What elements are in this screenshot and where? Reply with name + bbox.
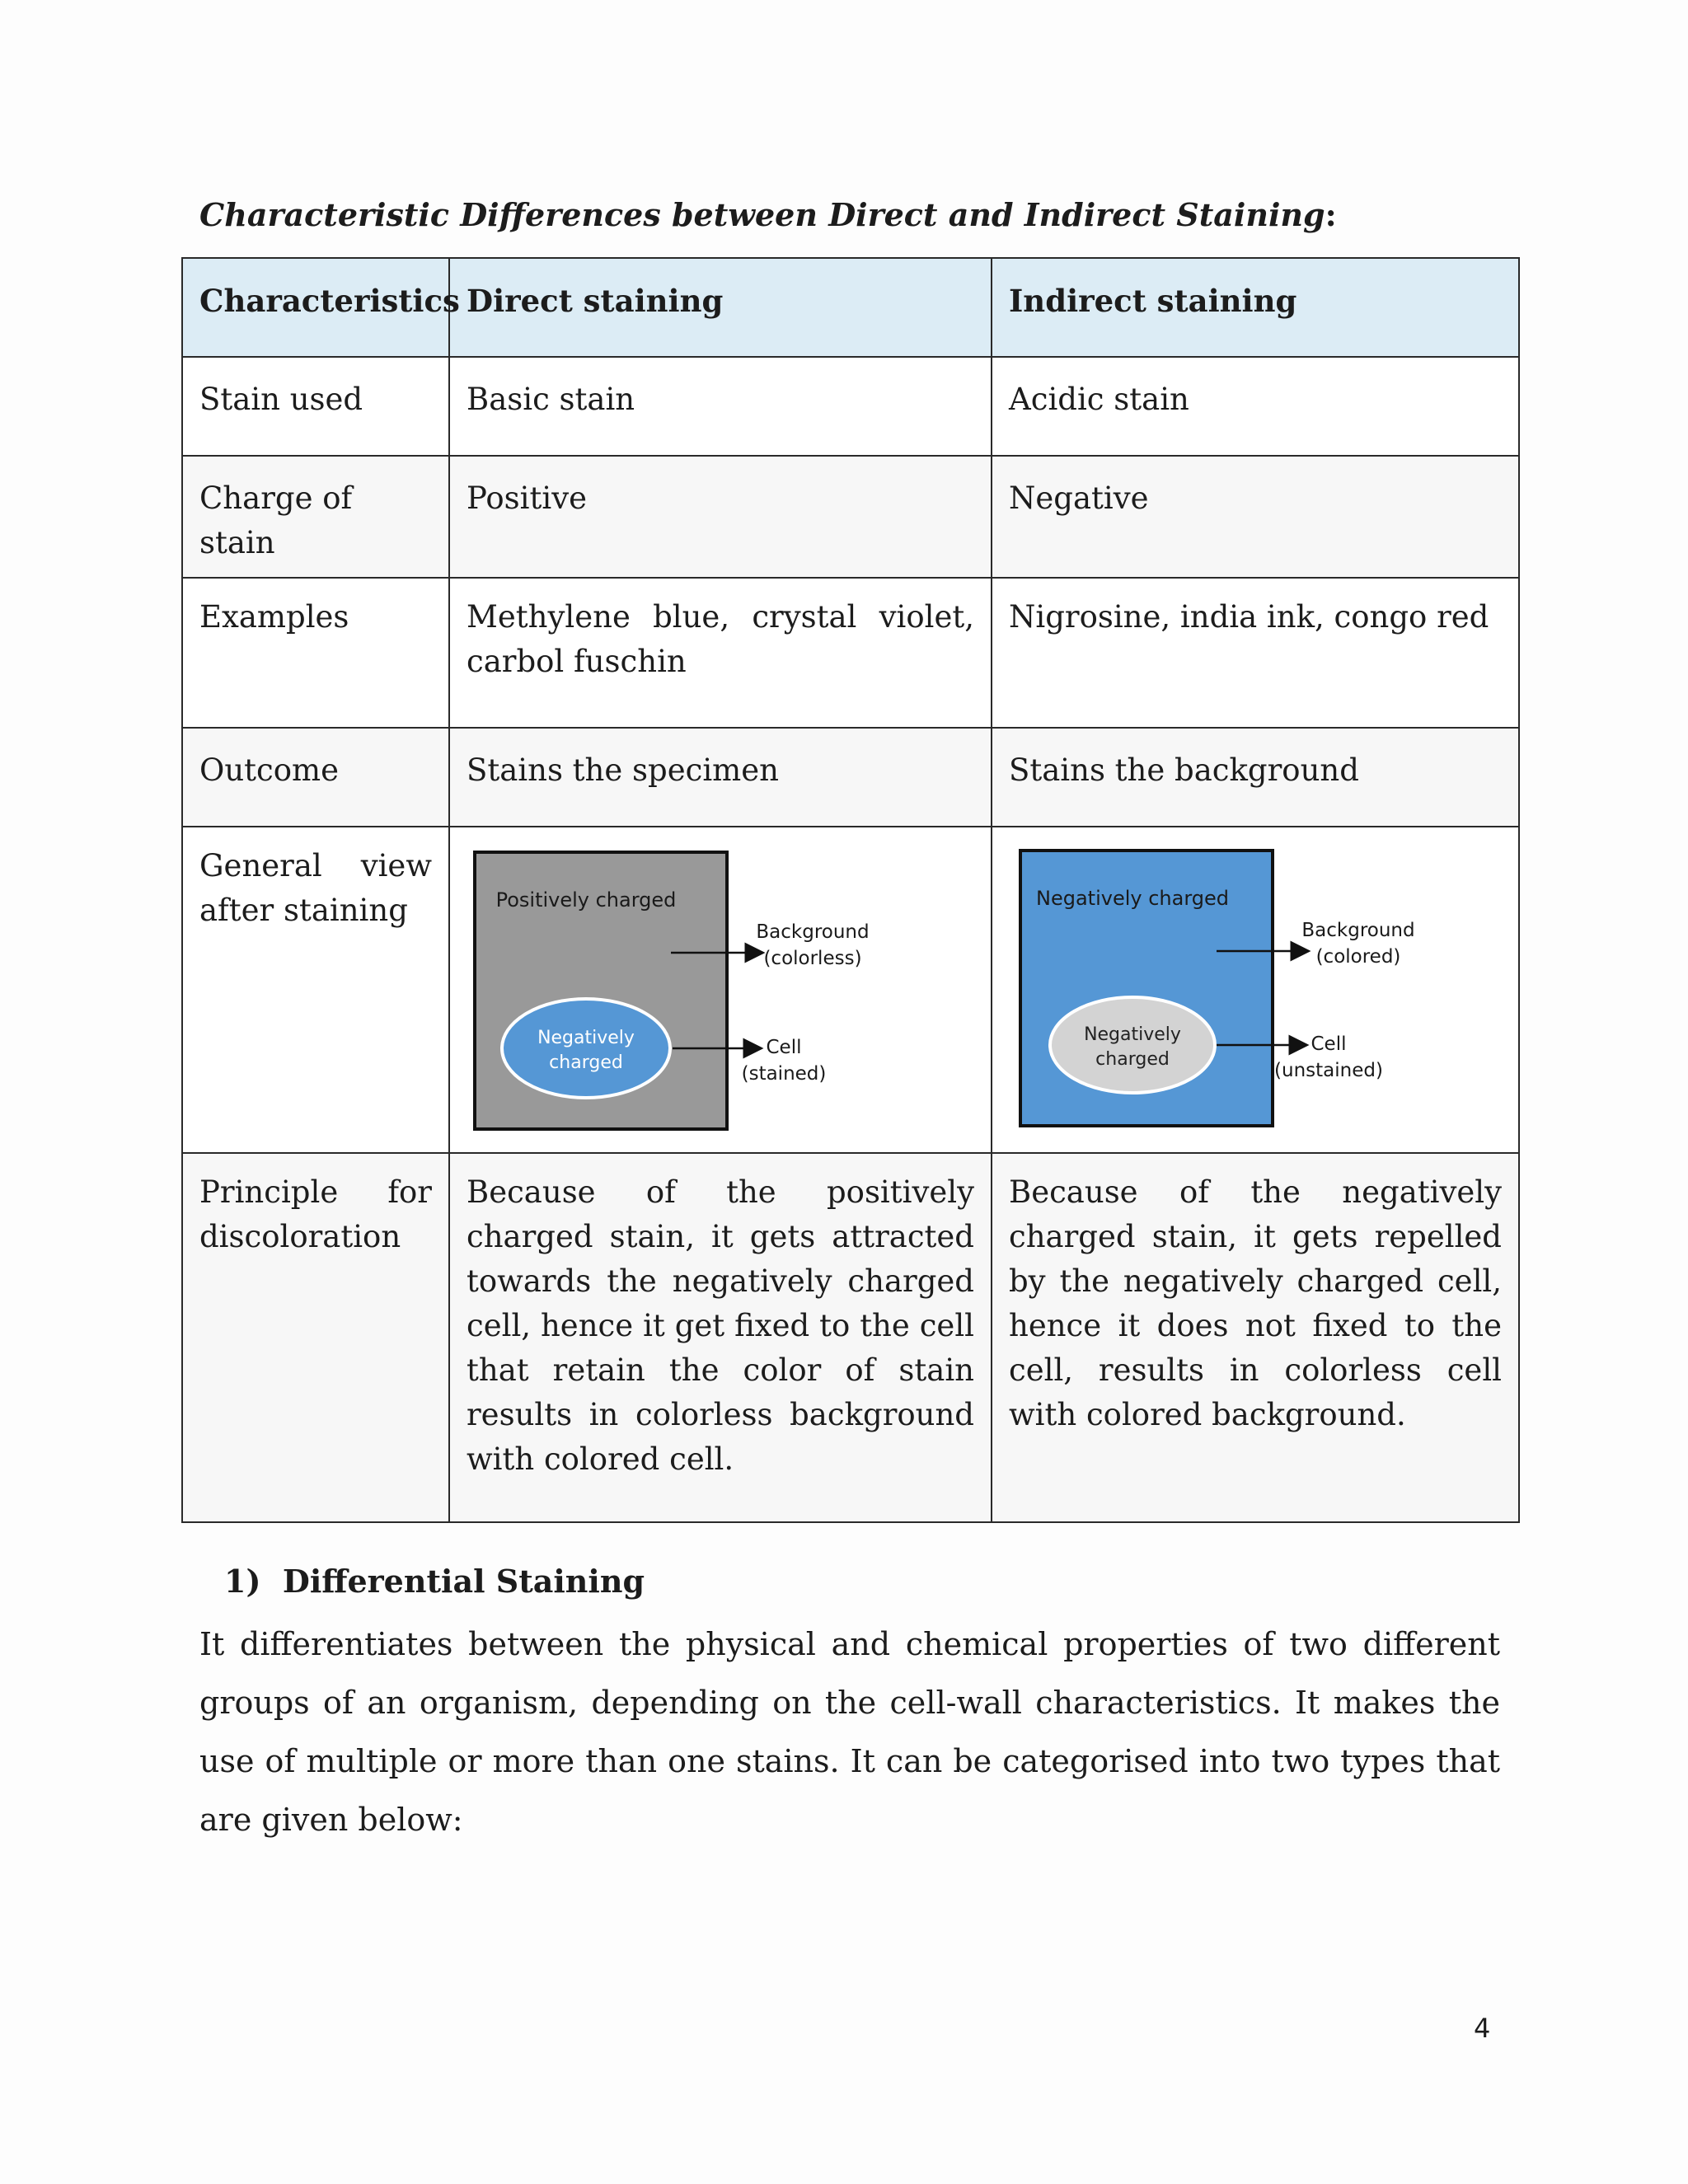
direct-staining-diagram: [458, 836, 982, 1132]
background-label-line1: Background: [756, 921, 870, 943]
section-title: Differential Staining: [282, 1563, 645, 1600]
header-direct-staining: Direct staining: [449, 258, 992, 357]
cell-label-line1: Negatively: [537, 1028, 635, 1048]
direct-cell: Methylene blue, crystal violet, carbol fuschin: [449, 578, 992, 728]
cell-arrow-label-line2: (unstained): [1274, 1060, 1383, 1081]
cell-arrow-label-line1: Cell: [1311, 1033, 1347, 1055]
caption-colon: :: [1325, 196, 1337, 233]
row-label: General view after staining: [182, 827, 449, 1153]
box-label: Positively charged: [495, 888, 677, 912]
section-paragraph: It differentiates between the physical and chemical properties of two different groups of an organism, depending on the cell-wall characteristics. It makes the use of multiple or more than one stains. It can be categorised into two types that are given below:: [199, 1626, 1500, 1838]
row-label: Charge of stain: [182, 456, 449, 578]
background-label-line1: Background: [1301, 920, 1415, 941]
header-characteristics: Characteristics: [182, 258, 449, 357]
row-label: Examples: [182, 578, 449, 728]
box-label: Negatively charged: [1036, 887, 1229, 910]
cell-ellipse: [1050, 997, 1215, 1093]
indirect-cell: Because of the negatively charged stain, it gets repelled by the negatively charged cell, hence it does not fixed to the cell, results in colorless cell with colored background.: [992, 1153, 1519, 1522]
header-indirect-staining: Indirect staining: [992, 258, 1519, 357]
cell-arrow-label-line1: Cell: [766, 1037, 802, 1058]
direct-cell: Basic stain: [449, 357, 992, 456]
direct-diagram-cell: [449, 827, 992, 1153]
background-label-line2: (colored): [1315, 946, 1401, 968]
direct-cell: Because of the positively charged stain, it gets attracted towards the negatively charged cell, hence it get fixed to the cell that retain the color of stain results in colorless background with colored cell.: [449, 1153, 992, 1522]
indirect-diagram-svg: [1001, 836, 1446, 1132]
table-row: [182, 827, 1519, 1153]
staining-comparison-table: [181, 257, 1520, 1523]
table-caption: [199, 196, 1337, 233]
table-row: [182, 1153, 1519, 1522]
table-row: [182, 728, 1519, 827]
cell-arrow-label-line2: (stained): [741, 1063, 827, 1085]
row-label: Outcome: [182, 728, 449, 827]
indirect-cell: Nigrosine, india ink, congo red: [992, 578, 1519, 728]
table-header-row: [182, 258, 1519, 357]
indirect-cell: Acidic stain: [992, 357, 1519, 456]
indirect-staining-diagram: [1001, 836, 1510, 1132]
section-heading: [224, 1563, 645, 1600]
section-number: 1): [224, 1563, 261, 1600]
direct-diagram-svg: [458, 836, 903, 1132]
cell-label-line2: charged: [549, 1052, 623, 1073]
direct-cell: Positive: [449, 456, 992, 578]
indirect-diagram-cell: [992, 827, 1519, 1153]
row-label: Stain used: [182, 357, 449, 456]
direct-cell: Stains the specimen: [449, 728, 992, 827]
table-row: [182, 357, 1519, 456]
cell-ellipse: [502, 999, 670, 1098]
indirect-cell: Stains the background: [992, 728, 1519, 827]
cell-label-line1: Negatively: [1084, 1024, 1181, 1045]
caption-text: Characteristic Differences between Direct and Indirect Staining: [199, 196, 1325, 233]
page-number: 4: [1474, 2013, 1491, 2044]
cell-label-line2: charged: [1095, 1049, 1170, 1070]
row-label: Principle for discoloration: [182, 1153, 449, 1522]
table-row: [182, 456, 1519, 578]
background-label-line2: (colorless): [763, 948, 862, 969]
table-row: [182, 578, 1519, 728]
indirect-cell: Negative: [992, 456, 1519, 578]
